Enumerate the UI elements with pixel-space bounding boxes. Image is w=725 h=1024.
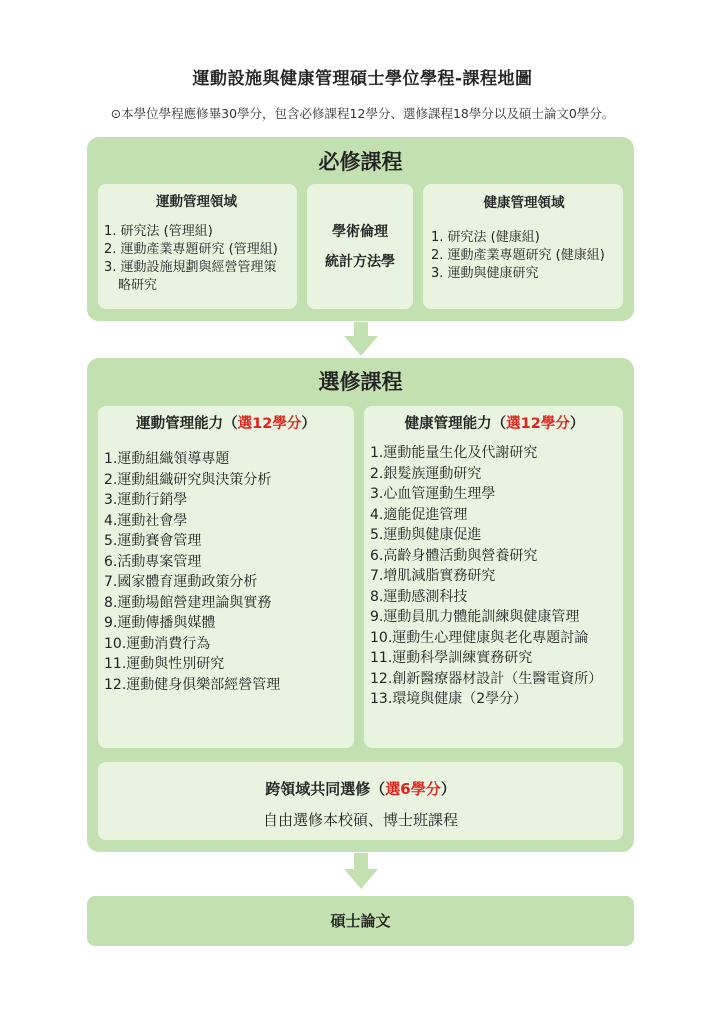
list-item: 2.運動組織研究與決策分析: [104, 471, 272, 488]
cross-domain-elective-box: [98, 762, 623, 840]
list-item: 統計方法學: [325, 254, 395, 270]
list-item: 3. 運動設施規劃與經營管理策略研究: [104, 260, 277, 293]
list-item: 3. 運動與健康研究: [431, 266, 539, 281]
sport-management-elective-list: [104, 449, 348, 695]
sport-management-required-list: [104, 223, 289, 295]
common-required-box: [307, 184, 413, 309]
sport-management-domain-box: [98, 184, 297, 309]
health-management-ability-box: [364, 406, 623, 748]
thesis-panel: [87, 896, 634, 946]
cross-domain-elective-title: 跨領域共同選修（選6學分）: [265, 780, 456, 798]
list-item: 6.高齡身體活動與營養研究: [370, 547, 538, 564]
elective-courses-panel: [87, 358, 634, 852]
health-management-ability-title: 健康管理能力（選12學分）: [404, 416, 585, 432]
list-item: 學術倫理: [332, 224, 388, 240]
elective-courses-title: 選修課程: [318, 370, 403, 394]
list-item: 8.運動感測科技: [370, 588, 468, 605]
credit-requirement-note: ⊙本學位學程應修畢30學分，包含必修課程12學分、選修課程18學分以及碩士論文0學分。: [110, 106, 615, 121]
list-item: 10.運動生心理健康與老化專題討論: [370, 629, 589, 646]
list-item: 3.心血管運動生理學: [370, 486, 496, 502]
sport-management-ability-title: 運動管理能力（選12學分）: [136, 416, 316, 432]
list-item: 9.運動傳播與媒體: [104, 615, 216, 631]
health-management-domain-box: [423, 184, 623, 309]
list-item: 2.銀髮族運動研究: [370, 465, 482, 482]
list-item: 1.運動能量生化及代謝研究: [370, 445, 538, 461]
list-item: 13.環境與健康（2學分）: [370, 691, 528, 707]
list-item: 2. 運動產業專題研究 (健康組): [431, 248, 605, 263]
cross-domain-description: 自由選修本校碩、博士班課程: [262, 811, 458, 829]
page-title: 運動設施與健康管理碩士學位學程-課程地圖: [192, 69, 533, 89]
credits-badge: 選6學分: [385, 780, 441, 798]
list-item: 3.運動行銷學: [104, 492, 188, 508]
list-item: 11.運動與性別研究: [104, 656, 225, 672]
list-item: 11.運動科學訓練實務研究: [370, 650, 533, 666]
list-item: 5.運動與健康促進: [370, 527, 482, 543]
sport-management-ability-box: [98, 406, 354, 748]
health-management-required-list: [431, 229, 617, 283]
list-item: 6.活動專案管理: [104, 553, 202, 570]
list-item: 10.運動消費行為: [104, 635, 211, 652]
list-item: 2. 運動產業專題研究 (管理組): [104, 242, 278, 257]
credits-badge: 選12學分: [237, 416, 302, 432]
list-item: 9.運動員肌力體能訓練與健康管理: [370, 609, 580, 625]
list-item: 8.運動場館營建理論與實務: [104, 594, 272, 611]
list-item: 4.運動社會學: [104, 512, 188, 529]
list-item: 5.運動賽會管理: [104, 533, 202, 549]
list-item: 4.適能促進管理: [370, 506, 468, 523]
list-item: 12.運動健身俱樂部經營管理: [104, 676, 281, 693]
list-item: 1. 研究法 (管理組): [104, 224, 213, 239]
list-item: 12.創新醫療器材設計（生醫電資所）: [370, 670, 603, 687]
list-item: 7.國家體育運動政策分析: [104, 574, 258, 590]
list-item: 1. 研究法 (健康組): [431, 230, 540, 245]
health-management-elective-list: [370, 443, 619, 710]
down-arrow-icon: [344, 853, 378, 889]
list-item: 7.增肌減脂實務研究: [370, 568, 496, 584]
sport-management-domain-title: 運動管理領域: [156, 194, 237, 210]
required-courses-panel: [87, 137, 634, 321]
thesis-label: 碩士論文: [330, 912, 391, 930]
list-item: 1.運動組織領導專題: [104, 451, 230, 467]
required-courses-title: 必修課程: [318, 150, 403, 174]
credits-badge: 選12學分: [506, 416, 570, 432]
health-management-domain-title: 健康管理領域: [483, 195, 565, 211]
down-arrow-icon: [344, 322, 378, 356]
